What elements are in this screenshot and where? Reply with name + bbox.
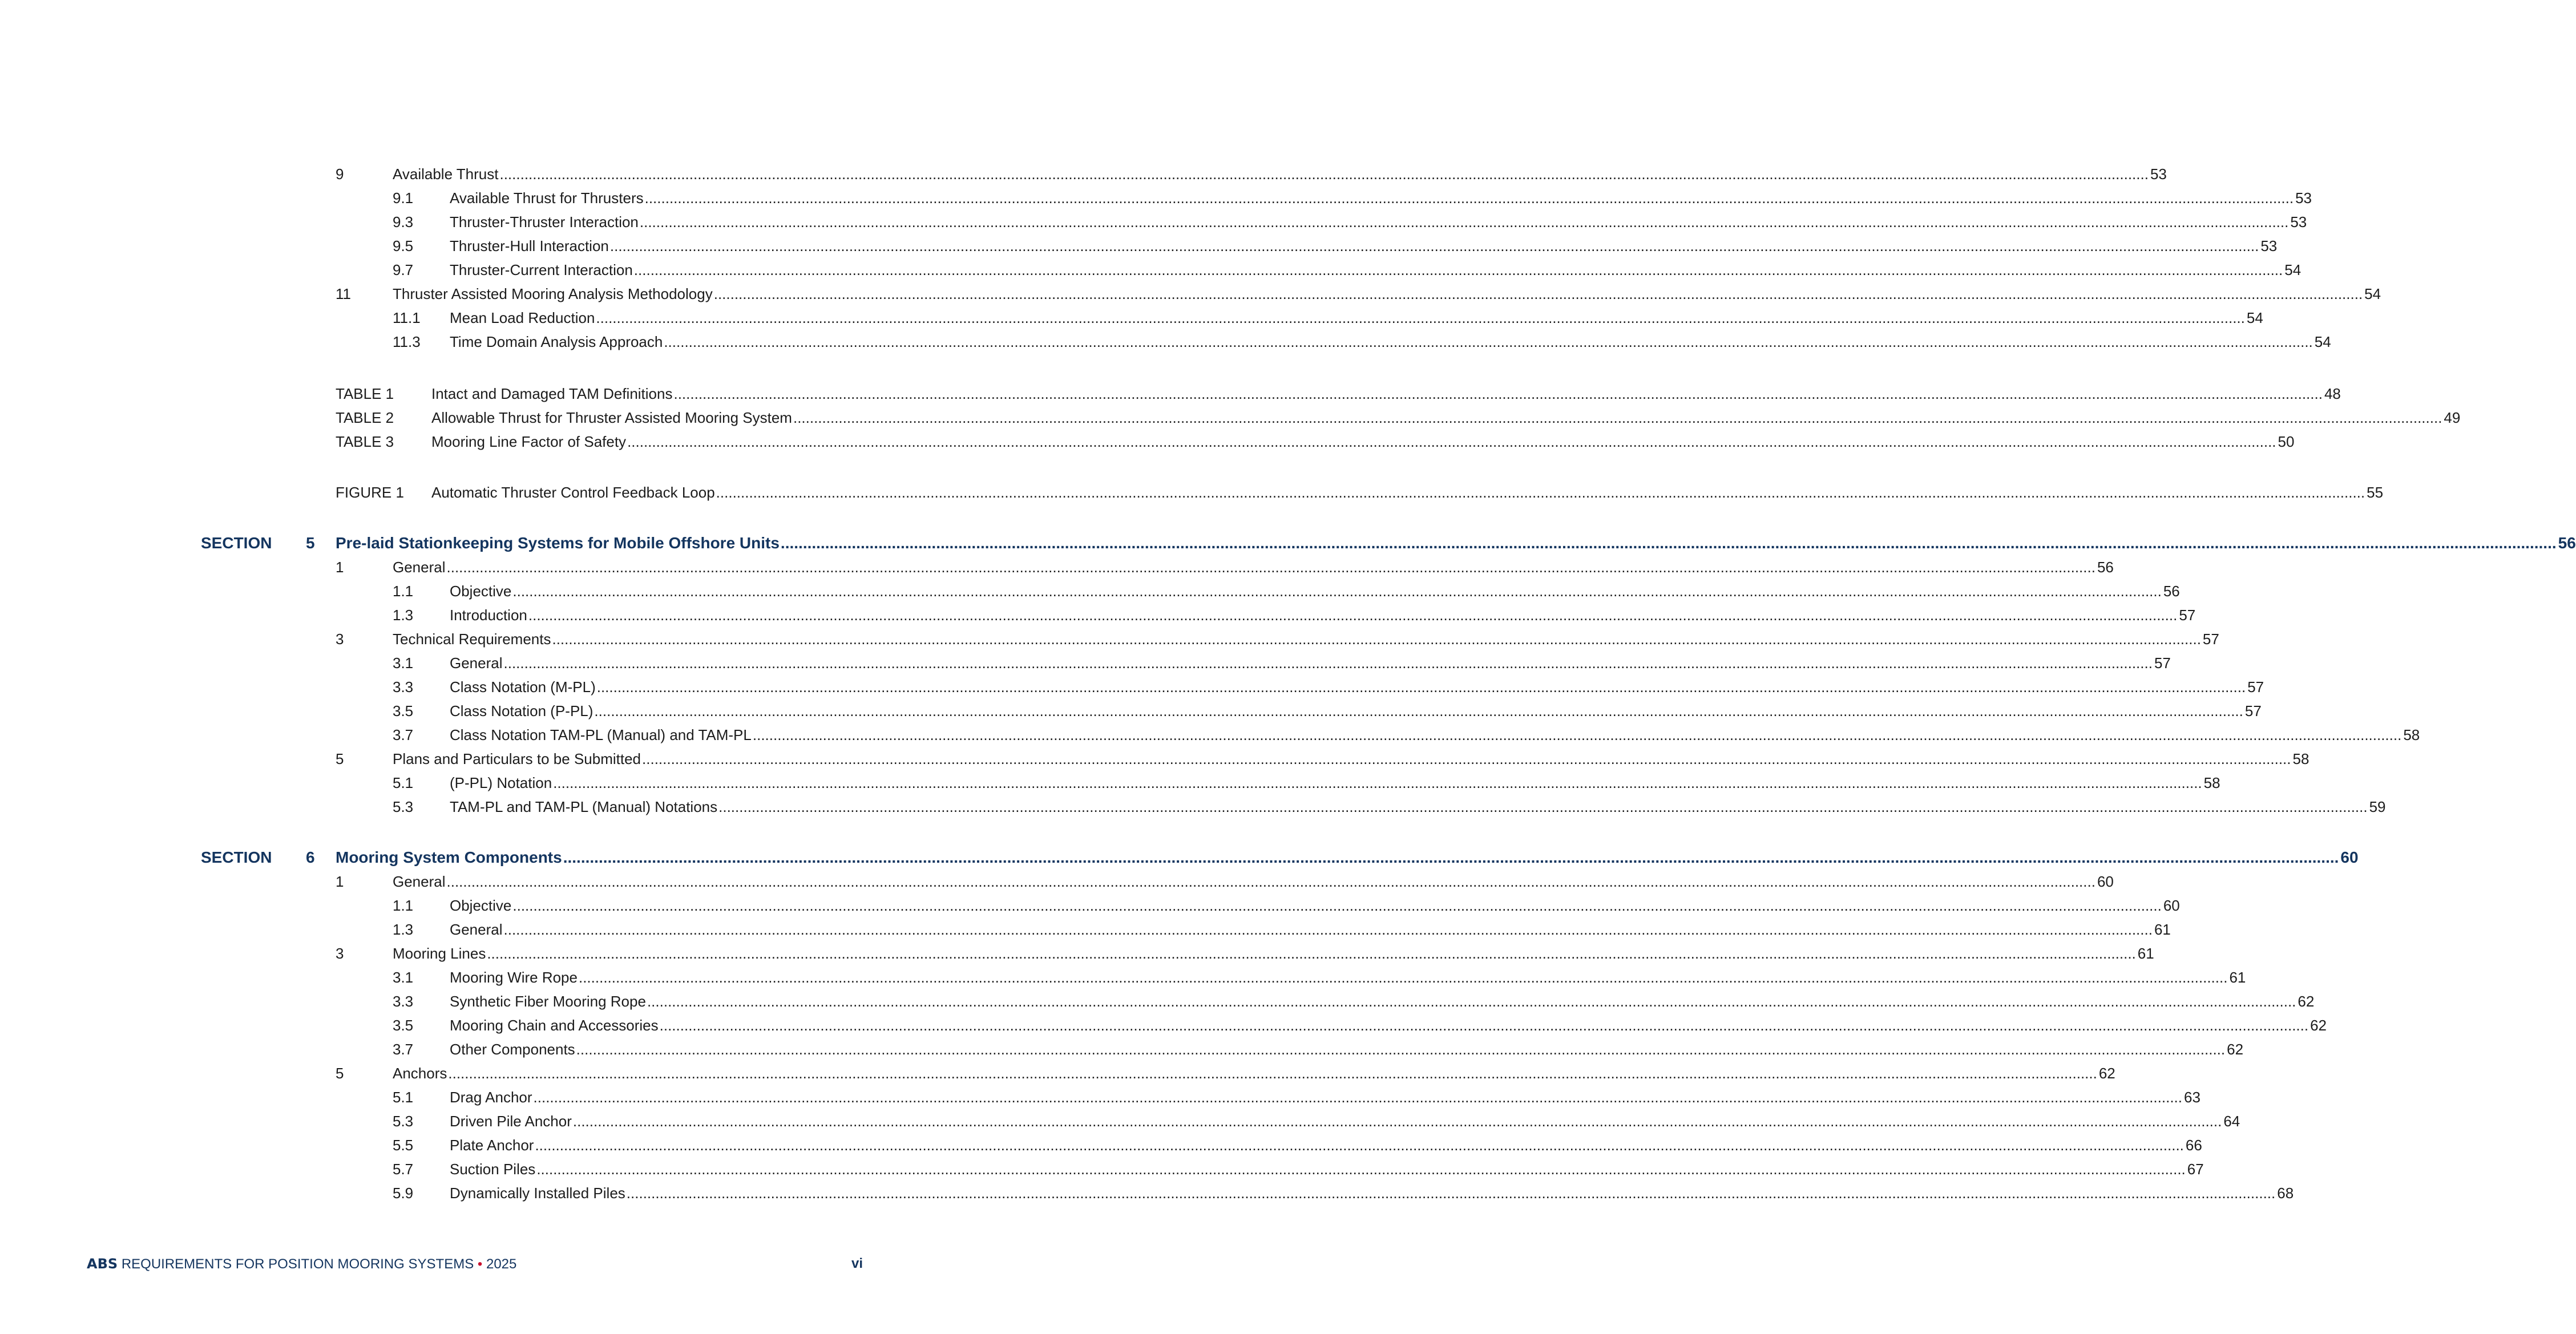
toc-entry-number: 3.1 [393,654,414,672]
toc-table-entry[interactable] [431,407,2461,428]
toc-entry-title: Thruster-Hull Interaction [450,236,610,256]
toc-entry-page: 63 [2182,1087,2200,1107]
toc-entry-title: Mooring Lines [393,943,487,964]
toc-entry-title: TAM-PL and TAM-PL (Manual) Notations [450,797,718,817]
toc-entry-page: 62 [2296,991,2314,1012]
toc-entry-number: 1 [336,559,344,576]
toc-entry-number: 3.3 [393,678,414,696]
toc-entry[interactable] [393,164,2167,184]
dot-leader: ................................................................................................................................................................................................................................................................................................................................................................................................................ [596,309,2245,326]
toc-entry-page: 68 [2275,1183,2294,1203]
toc-entry[interactable] [450,895,2180,916]
toc-entry-number: 11 [336,285,351,302]
toc-entry-page: 55 [2365,482,2383,503]
footer-year: 2025 [486,1256,517,1272]
toc-entry-number: 1.3 [393,607,414,624]
toc-entry-page: 67 [2186,1159,2204,1179]
dot-leader: ................................................................................................................................................................................................................................................................................................................................................................................................................ [642,750,2291,767]
toc-entry-number: 3 [336,630,344,648]
footer-brand: ABS [87,1256,118,1272]
toc-entry-page: 60 [2339,847,2358,868]
toc-entry-page: 62 [2225,1039,2243,1060]
toc-entry-page: 59 [2368,797,2386,817]
toc-entry-page: 57 [2153,653,2171,673]
dot-leader: ................................................................................................................................................................................................................................................................................................................................................................................................................ [780,534,2557,552]
dot-leader: ................................................................................................................................................................................................................................................................................................................................................................................................................ [446,559,2095,576]
section-heading[interactable] [336,533,2576,553]
toc-entry-title: Mooring Line Factor of Safety [431,431,627,452]
toc-entry-page: 57 [2246,677,2264,697]
dot-leader: ................................................................................................................................................................................................................................................................................................................................................................................................................ [499,165,2149,183]
toc-entry[interactable] [450,1111,2240,1131]
toc-entry-page: 54 [2283,260,2301,280]
dot-leader: ................................................................................................................................................................................................................................................................................................................................................................................................................ [716,484,2365,501]
dot-leader: ................................................................................................................................................................................................................................................................................................................................................................................................................ [596,678,2246,696]
toc-entry[interactable] [393,943,2154,964]
dot-leader: ................................................................................................................................................................................................................................................................................................................................................................................................................ [572,1113,2222,1130]
toc-entry-number: 5.3 [393,798,414,815]
toc-entry-title: General [393,871,447,892]
dot-leader: ................................................................................................................................................................................................................................................................................................................................................................................................................ [626,1185,2276,1202]
dot-leader: ................................................................................................................................................................................................................................................................................................................................................................................................................ [576,1041,2226,1058]
dot-leader: ................................................................................................................................................................................................................................................................................................................................................................................................................ [552,630,2201,648]
dot-leader: ................................................................................................................................................................................................................................................................................................................................................................................................................ [536,1161,2186,1178]
toc-entry-page: 58 [2202,773,2220,793]
toc-entry-page: 54 [2313,332,2331,352]
toc-entry-page: 60 [2162,895,2180,916]
toc-entry[interactable] [450,188,2312,208]
page-footer [87,1254,863,1274]
toc-entry[interactable] [393,557,2114,577]
toc-entry[interactable] [450,1039,2244,1060]
toc-entry[interactable] [450,212,2307,232]
toc-entry-number: 1 [336,873,344,890]
dot-leader: ................................................................................................................................................................................................................................................................................................................................................................................................................ [627,433,2276,450]
toc-entry-title: Class Notation (M-PL) [450,677,597,697]
toc-entry-page: 61 [2153,919,2171,940]
toc-entry-page: 57 [2201,629,2219,649]
toc-entry[interactable] [450,991,2315,1012]
toc-entry-number: 3.1 [393,969,414,986]
toc-entry-page: 57 [2177,605,2195,625]
toc-entry[interactable] [450,581,2180,601]
toc-entry-number: 9.1 [393,189,414,207]
toc-entry-page: 54 [2245,308,2263,328]
toc-entry[interactable] [393,749,2309,769]
toc-entry-number: 11.3 [393,333,421,350]
dot-leader: ................................................................................................................................................................................................................................................................................................................................................................................................................ [528,607,2178,624]
toc-entry[interactable] [393,1063,2115,1084]
toc-entry[interactable] [393,871,2114,892]
dot-leader: ................................................................................................................................................................................................................................................................................................................................................................................................................ [553,774,2202,791]
toc-entry-page: 53 [2149,164,2167,184]
dot-leader: ................................................................................................................................................................................................................................................................................................................................................................................................................ [512,897,2162,914]
toc-entry-title: Thruster Assisted Mooring Analysis Methodology [393,284,714,304]
toc-entry-number: 3.7 [393,726,414,743]
toc-entry-number: 11.1 [393,309,421,326]
toc-figure-entry[interactable] [431,482,2384,503]
toc-entry-number: 9 [336,165,344,183]
toc-entry-number: 5.7 [393,1161,414,1178]
toc-entry-page: 56 [2095,557,2114,577]
toc-entry-number: 1.1 [393,897,414,914]
toc-entry-page: 49 [2442,407,2460,428]
footer-bullet: • [477,1256,483,1272]
toc-entry[interactable] [450,967,2246,988]
toc-entry-title: Allowable Thrust for Thruster Assisted Mooring System [431,407,793,428]
figure-label: FIGURE 1 [336,484,404,501]
toc-entry-title: Plate Anchor [450,1135,535,1155]
toc-entry-number: 9.5 [393,237,414,254]
toc-entry-title: Time Domain Analysis Approach [450,332,664,352]
dot-leader: ................................................................................................................................................................................................................................................................................................................................................................................................................ [659,1017,2309,1034]
toc-entry-number: 5.1 [393,774,414,791]
toc-entry-page: 48 [2323,383,2341,404]
dot-leader: ................................................................................................................................................................................................................................................................................................................................................................................................................ [713,285,2363,302]
toc-entry[interactable] [450,797,2386,817]
footer-page-number: vi [851,1256,863,1271]
section-number: 5 [306,534,315,552]
toc-entry-title: Anchors [393,1063,448,1084]
toc-entry-page: 50 [2276,431,2295,452]
dot-leader: ................................................................................................................................................................................................................................................................................................................................................................................................................ [647,993,2296,1010]
toc-entry-number: 3.3 [393,993,414,1010]
dot-leader: ................................................................................................................................................................................................................................................................................................................................................................................................................ [503,654,2153,672]
toc-entry[interactable] [393,284,2381,304]
toc-entry[interactable] [450,725,2420,745]
toc-entry-number: 3.7 [393,1041,414,1058]
toc-entry-title: (P-PL) Notation [450,773,553,793]
table-label: TABLE 1 [336,385,394,402]
toc-entry-page: 53 [2294,188,2312,208]
toc-entry-number: 5 [336,750,344,767]
toc-entry-page: 54 [2363,284,2381,304]
table-label: TABLE 3 [336,433,394,450]
section-label: SECTION [201,534,272,552]
toc-entry[interactable] [450,605,2196,625]
dot-leader: ................................................................................................................................................................................................................................................................................................................................................................................................................ [752,726,2402,743]
toc-entry-title: General [450,919,504,940]
toc-entry-page: 56 [2557,533,2576,553]
dot-leader: ................................................................................................................................................................................................................................................................................................................................................................................................................ [487,945,2136,962]
toc-entry[interactable] [450,773,2220,793]
toc-entry-title: Other Components [450,1039,576,1060]
dot-leader: ................................................................................................................................................................................................................................................................................................................................................................................................................ [594,702,2243,719]
toc-entry[interactable] [450,919,2171,940]
toc-entry-title: Drag Anchor [450,1087,534,1107]
dot-leader: ................................................................................................................................................................................................................................................................................................................................................................................................................ [664,333,2313,350]
dot-leader: ................................................................................................................................................................................................................................................................................................................................................................................................................ [718,798,2368,815]
toc-entry-title: Mooring Chain and Accessories [450,1015,660,1036]
toc-entry-page: 64 [2222,1111,2240,1131]
toc-entry-title: Class Notation TAM-PL (Manual) and TAM-PL [450,725,753,745]
toc-entry-number: 5.1 [393,1089,414,1106]
section-number: 6 [306,848,315,866]
toc-entry-page: 58 [2291,749,2309,769]
toc-entry-page: 62 [2308,1015,2327,1036]
toc-entry-page: 58 [2401,725,2420,745]
toc-entry-title: Mooring System Components [336,847,563,868]
toc-entry-title: Available Thrust [393,164,499,184]
toc-entry-page: 57 [2243,701,2262,721]
toc-entry-title: Available Thrust for Thrusters [450,188,645,208]
toc-table-entry[interactable] [431,383,2341,404]
toc-entry-number: 3 [336,945,344,962]
toc-entry[interactable] [450,1159,2204,1179]
dot-leader: ................................................................................................................................................................................................................................................................................................................................................................................................................ [578,969,2228,986]
dot-leader: ................................................................................................................................................................................................................................................................................................................................................................................................................ [673,385,2323,402]
toc-entry-number: 1.1 [393,583,414,600]
dot-leader: ................................................................................................................................................................................................................................................................................................................................................................................................................ [512,583,2162,600]
dot-leader: ................................................................................................................................................................................................................................................................................................................................................................................................................ [609,237,2259,254]
toc-entry-page: 62 [2097,1063,2115,1084]
toc-entry[interactable] [450,1087,2200,1107]
dot-leader: ................................................................................................................................................................................................................................................................................................................................................................................................................ [639,213,2289,231]
dot-leader: ................................................................................................................................................................................................................................................................................................................................................................................................................ [633,261,2283,278]
toc-entry-number: 5.5 [393,1137,414,1154]
toc-entry-title: Intact and Damaged TAM Definitions [431,383,673,404]
table-label: TABLE 2 [336,409,394,426]
toc-entry[interactable] [450,260,2302,280]
footer-title: REQUIREMENTS FOR POSITION MOORING SYSTEMS [121,1256,474,1272]
toc-entry-number: 5.3 [393,1113,414,1130]
dot-leader: ................................................................................................................................................................................................................................................................................................................................................................................................................ [563,848,2339,866]
toc-entry[interactable] [450,236,2278,256]
section-heading[interactable] [336,847,2359,868]
toc-entry-number: 3.5 [393,702,414,719]
toc-entry-number: 5 [336,1065,344,1082]
toc-entry-title: Class Notation (P-PL) [450,701,594,721]
toc-entry[interactable] [450,308,2263,328]
toc-entry-title: Mean Load Reduction [450,308,596,328]
toc-entry-title: Pre-laid Stationkeeping Systems for Mobile Offshore Units [336,533,781,553]
toc-entry-number: 5.9 [393,1185,414,1202]
toc-entry-title: Thruster-Thruster Interaction [450,212,640,232]
toc-entry-title: Mooring Wire Rope [450,967,579,988]
toc-entry-title: General [450,653,504,673]
dot-leader: ................................................................................................................................................................................................................................................................................................................................................................................................................ [503,921,2153,938]
toc-entry-number: 1.3 [393,921,414,938]
toc-entry-page: 61 [2227,967,2246,988]
toc-entry-number: 9.7 [393,261,414,278]
toc-entry-page: 53 [2288,212,2307,232]
dot-leader: ................................................................................................................................................................................................................................................................................................................................................................................................................ [446,873,2095,890]
toc-entry-page: 66 [2184,1135,2202,1155]
toc-entry-title: Objective [450,581,512,601]
toc-entry[interactable] [393,629,2219,649]
toc-entry-page: 60 [2095,871,2114,892]
toc-entry[interactable] [450,701,2262,721]
toc-entry[interactable] [450,1183,2294,1203]
toc-entry-title: Plans and Particulars to be Submitted [393,749,642,769]
toc-entry-title: Thruster-Current Interaction [450,260,634,280]
toc-table-entry[interactable] [431,431,2295,452]
toc-entry-title: Suction Piles [450,1159,536,1179]
toc-entry[interactable] [450,1015,2327,1036]
dot-leader: ................................................................................................................................................................................................................................................................................................................................................................................................................ [535,1137,2184,1154]
toc-entry-title: Dynamically Installed Piles [450,1183,627,1203]
toc-entry-number: 9.3 [393,213,414,231]
dot-leader: ................................................................................................................................................................................................................................................................................................................................................................................................................ [793,409,2442,426]
toc-entry-title: Introduction [450,605,528,625]
toc-entry-title: Synthetic Fiber Mooring Rope [450,991,647,1012]
toc-entry-page: 56 [2162,581,2180,601]
toc-entry-page: 53 [2259,236,2277,256]
toc-entry-title: Automatic Thruster Control Feedback Loop [431,482,716,503]
toc-entry[interactable] [450,1135,2202,1155]
toc-entry-title: Technical Requirements [393,629,552,649]
toc-entry[interactable] [450,677,2264,697]
toc-entry-title: General [393,557,447,577]
toc-entry-number: 3.5 [393,1017,414,1034]
section-label: SECTION [201,848,272,866]
toc-entry[interactable] [450,332,2331,352]
dot-leader: ................................................................................................................................................................................................................................................................................................................................................................................................................ [533,1089,2182,1106]
dot-leader: ................................................................................................................................................................................................................................................................................................................................................................................................................ [448,1065,2097,1082]
toc-entry[interactable] [450,653,2171,673]
toc-entry-title: Objective [450,895,512,916]
toc-entry-title: Driven Pile Anchor [450,1111,573,1131]
dot-leader: ................................................................................................................................................................................................................................................................................................................................................................................................................ [644,189,2294,207]
toc-entry-page: 61 [2136,943,2154,964]
